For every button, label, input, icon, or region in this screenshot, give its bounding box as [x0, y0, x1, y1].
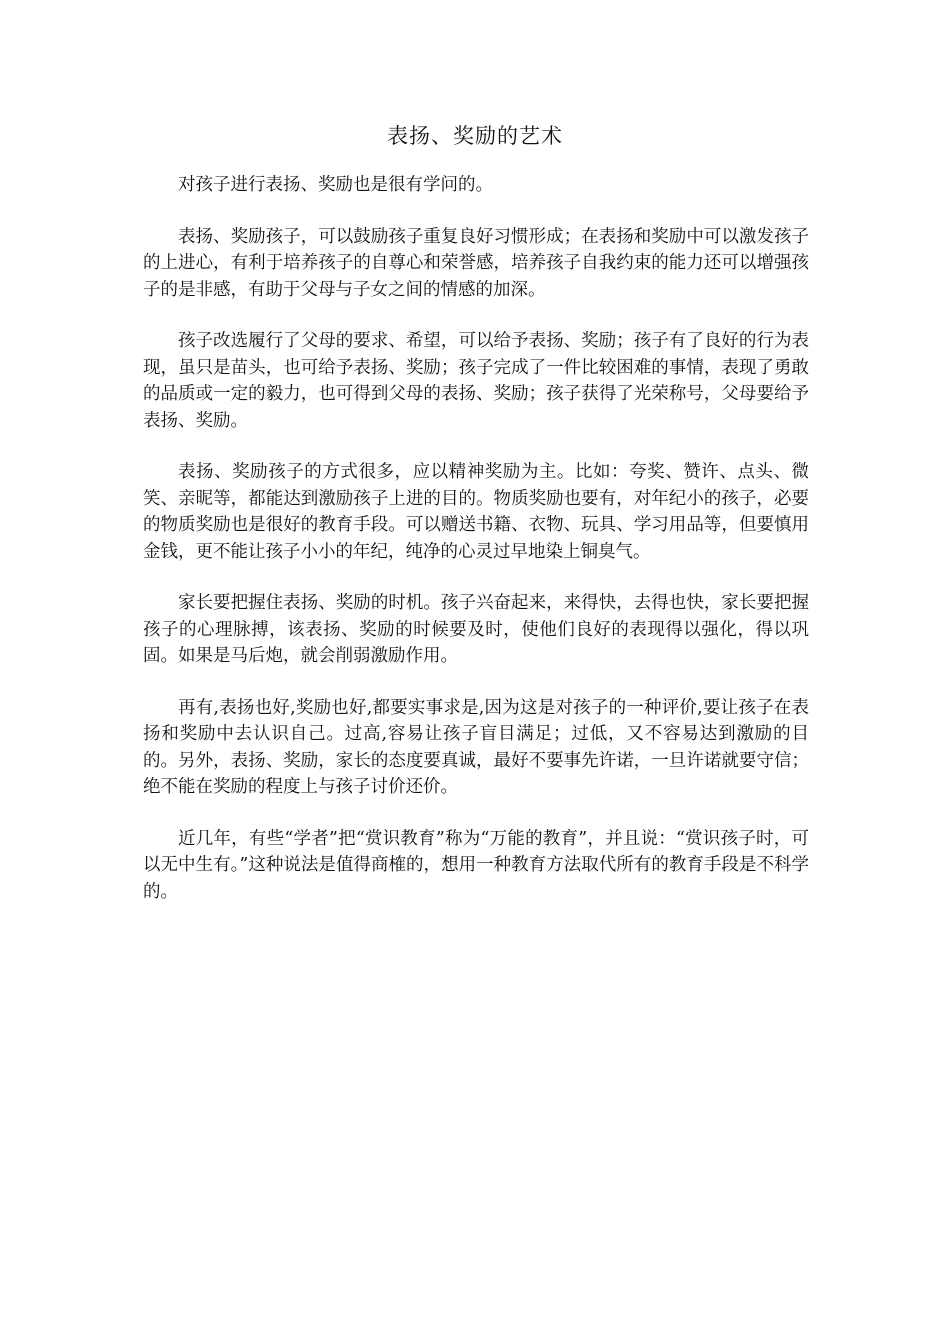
paragraph-6: 再有,表扬也好,奖励也好,都要实事求是,因为这是对孩子的一种评价,要让孩子在表扬和奖励中去认识自己。过高,容易让孩子盲目满足；过低，又不容易达到激励的目的。另外，表扬、奖励，家长的态度要真诚，最好不要事先许诺，一旦许诺就要守信；绝不能在奖励的程度上与孩子讨价还价。 [143, 697, 809, 797]
paragraph-3: 孩子改选履行了父母的要求、希望，可以给予表扬、奖励；孩子有了良好的行为表现，虽只是苗头，也可给予表扬、奖励；孩子完成了一件比较困难的事情，表现了勇敢的品质或一定的毅力，也可得到父母的表扬、奖励；孩子获得了光荣称号，父母要给予表扬、奖励。 [143, 331, 809, 431]
paragraph-2: 表扬、奖励孩子，可以鼓励孩子重复良好习惯形成；在表扬和奖励中可以激发孩子的上进心，有利于培养孩子的自尊心和荣誉感，培养孩子自我约束的能力还可以增强孩子的是非感，有助于父母与子女之间的情感的加深。 [143, 226, 809, 300]
paragraph-4: 表扬、奖励孩子的方式很多，应以精神奖励为主。比如：夸奖、赞许、点头、微笑、亲昵等，都能达到激励孩子上进的目的。物质奖励也要有，对年纪小的孩子，必要的物质奖励也是很好的教育手段。可以赠送书籍、衣物、玩具、学习用品等，但要慎用金钱，更不能让孩子小小的年纪，纯净的心灵过早地染上铜臭气。 [143, 462, 809, 562]
paragraph-7: 近几年，有些“学者”把“赏识教育”称为“万能的教育”，并且说：“赏识孩子时，可以无中生有。”这种说法是值得商榷的，想用一种教育方法取代所有的教育手段是不科学的。 [143, 828, 809, 902]
paragraph-5: 家长要把握住表扬、奖励的时机。孩子兴奋起来，来得快，去得也快，家长要把握孩子的心理脉搏，该表扬、奖励的时候要及时，使他们良好的表现得以强化，得以巩固。如果是马后炮，就会削弱激励作用。 [143, 593, 809, 666]
document-body [143, 172, 809, 930]
paragraph-1: 对孩子进行表扬、奖励也是很有学问的。 [178, 175, 493, 195]
document-title: 表扬、奖励的艺术 [387, 124, 563, 148]
